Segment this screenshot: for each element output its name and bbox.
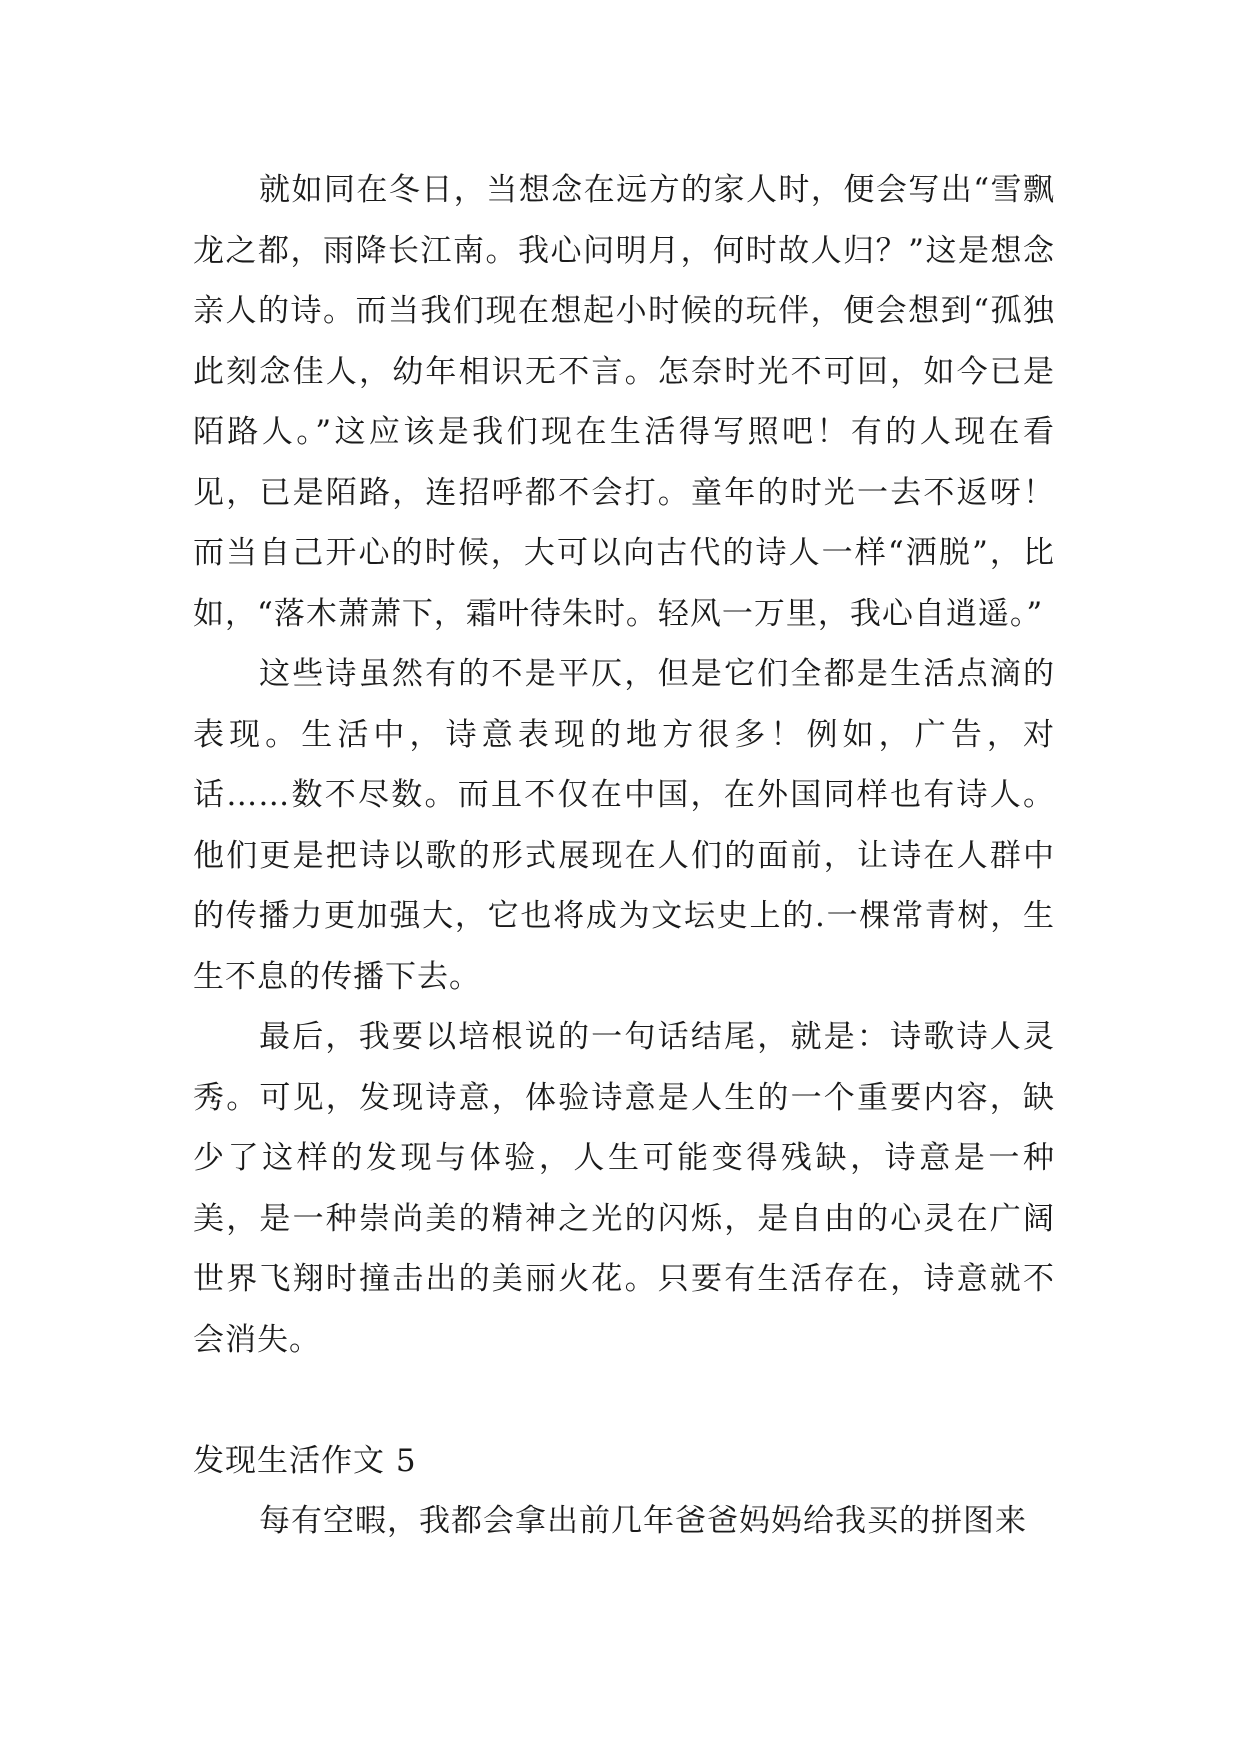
document-body	[193, 160, 1055, 1552]
paragraph-2: 这些诗虽然有的不是平仄，但是它们全都是生活点滴的表现。生活中，诗意表现的地方很多！例如，广告，对话……数不尽数。而且不仅在中国，在外国同样也有诗人。他们更是把诗以歌的形式展现在人们的面前，让诗在人群中的传播力更加强大，它也将成为文坛史上的.一棵常青树，生生不息的传播下去。	[193, 656, 1055, 995]
paragraph-1: 就如同在冬日，当想念在远方的家人时，便会写出“雪飘龙之都，雨降长江南。我心问明月，何时故人归？”这是想念亲人的诗。而当我们现在想起小时候的玩伴，便会想到“孤独此刻念佳人，幼年相识无不言。怎奈时光不可回，如今已是陌路人。”这应该是我们现在生活得写照吧！有的人现在看见，已是陌路，连招呼都不会打。童年的时光一去不返呀！而当自己开心的时候，大可以向古代的诗人一样“洒脱”，比如，“落木萧萧下，霜叶待朱时。轻风一万里，我心自逍遥。”	[193, 172, 1055, 632]
section-paragraph-1: 每有空暇，我都会拿出前几年爸爸妈妈给我买的拼图来	[259, 1503, 1027, 1539]
paragraph-3: 最后，我要以培根说的一句话结尾，就是：诗歌诗人灵秀。可见，发现诗意，体验诗意是人生的一个重要内容，缺少了这样的发现与体验，人生可能变得残缺，诗意是一种美，是一种崇尚美的精神之光的闪烁，是自由的心灵在广阔世界飞翔时撞击出的美丽火花。只要有生活存在，诗意就不会消失。	[193, 1019, 1055, 1358]
section-heading: 发现生活作文 5	[193, 1442, 417, 1479]
